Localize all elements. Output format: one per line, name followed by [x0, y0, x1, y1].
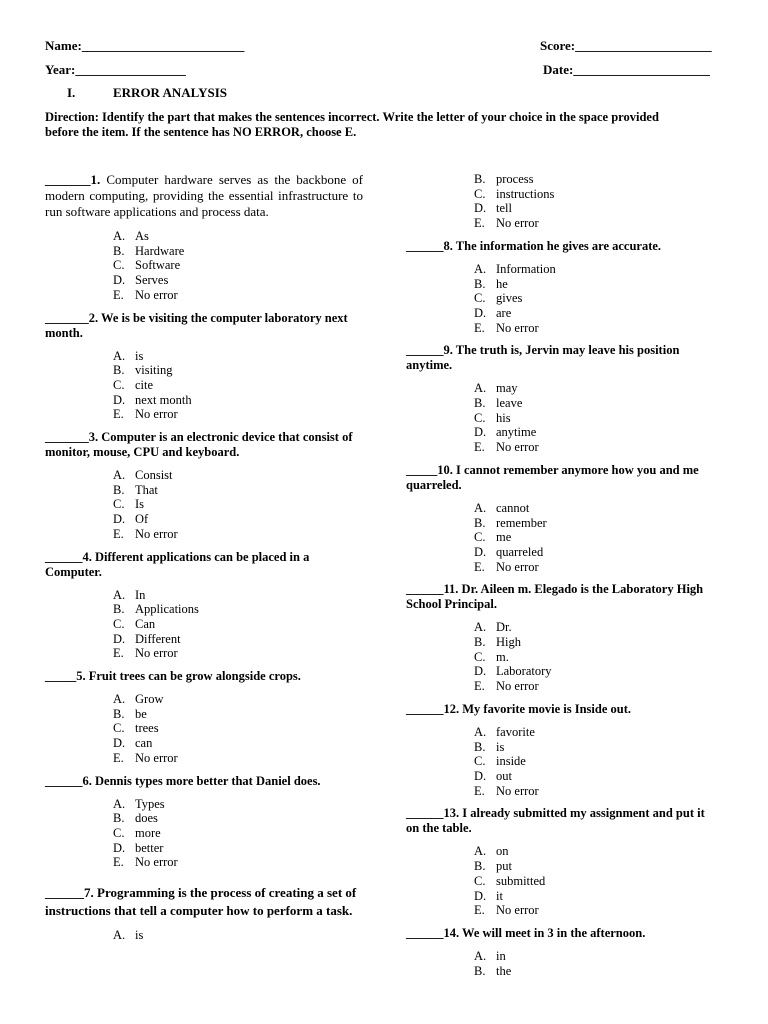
options-list: [113, 928, 363, 943]
options-list: [113, 229, 363, 303]
name-field[interactable]: Name:_________________________: [45, 38, 245, 53]
option-d[interactable]: D. out: [474, 768, 512, 783]
question-7: ______7. Programming is the process of creating a set of instructions that tell a computer how to perform a task.: [45, 885, 357, 919]
option-e[interactable]: E. No error: [474, 679, 539, 694]
option-d[interactable]: D. better: [113, 840, 164, 855]
option-e[interactable]: E. No error: [113, 750, 178, 765]
option-e[interactable]: E. No error: [474, 216, 539, 231]
option-c[interactable]: C. Software: [113, 258, 181, 273]
options-list: [113, 468, 363, 542]
score-field[interactable]: Score:_____________________: [540, 38, 712, 53]
options-list: [113, 797, 363, 871]
option-b[interactable]: B. put: [474, 859, 512, 874]
question-11: ______11. Dr. Aileen m. Elegado is the Laboratory High School Principal.: [406, 582, 704, 612]
option-d[interactable]: D. it: [474, 888, 503, 903]
options-list: [474, 262, 716, 336]
option-d[interactable]: D. tell: [474, 201, 512, 216]
section-number: I.: [67, 85, 76, 100]
options-list: [474, 620, 716, 694]
option-a[interactable]: A. may: [474, 381, 518, 396]
section-title: ERROR ANALYSIS: [113, 85, 228, 100]
option-a[interactable]: A. is: [113, 348, 144, 363]
option-e[interactable]: E. No error: [113, 526, 178, 541]
year-field[interactable]: Year:_________________: [45, 62, 186, 77]
option-a[interactable]: A. in: [474, 948, 506, 963]
options-list: [113, 349, 363, 423]
question-10: _____10. I cannot remember anymore how you and me quarreled.: [406, 462, 699, 492]
question-5: _____5. Fruit trees can be grow alongside crops.: [45, 669, 301, 684]
options-list: [474, 501, 716, 575]
options-list: [113, 692, 363, 766]
option-c[interactable]: C. inside: [474, 754, 526, 769]
option-c[interactable]: C. trees: [113, 721, 159, 736]
right-column: [406, 172, 716, 986]
option-a[interactable]: A. favorite: [474, 724, 535, 739]
options-list: [474, 725, 716, 799]
option-a[interactable]: A. cannot: [474, 500, 530, 515]
question-4: ______4. Different applications can be placed in a Computer.: [45, 549, 310, 579]
option-b[interactable]: B. leave: [474, 396, 523, 411]
option-b[interactable]: B. is: [474, 739, 505, 754]
question-2: _______2. We is be visiting the computer laboratory next month.: [45, 310, 348, 340]
option-b[interactable]: B. process: [474, 172, 534, 186]
option-a[interactable]: A. Information: [474, 261, 556, 276]
option-b[interactable]: B. does: [113, 811, 158, 826]
options-list: [474, 381, 716, 455]
option-e[interactable]: E. No error: [474, 903, 539, 918]
question-8: ______8. The information he gives are accurate.: [406, 238, 662, 253]
option-c[interactable]: C. Is: [113, 497, 145, 512]
option-d[interactable]: D. Laboratory: [474, 664, 552, 679]
option-c[interactable]: C. me: [474, 530, 512, 545]
option-a[interactable]: A. is: [113, 928, 144, 943]
question-13: ______13. I already submitted my assignment and put it on the table.: [406, 806, 705, 836]
option-c[interactable]: C. instructions: [474, 186, 555, 201]
option-b[interactable]: B. be: [113, 706, 147, 721]
option-b[interactable]: B. remember: [474, 515, 547, 530]
option-e[interactable]: E. No error: [113, 646, 178, 661]
option-d[interactable]: D. anytime: [474, 425, 537, 440]
question-9: ______9. The truth is, Jervin may leave his position anytime.: [406, 343, 680, 373]
options-list: [113, 588, 363, 662]
option-d[interactable]: D. can: [113, 736, 153, 751]
question-1: [45, 172, 363, 220]
option-c[interactable]: C. Can: [113, 616, 156, 631]
option-e[interactable]: E. No error: [474, 783, 539, 798]
question-12: ______12. My favorite movie is Inside out.: [406, 701, 631, 716]
date-field[interactable]: Date:_____________________: [543, 62, 710, 77]
option-e[interactable]: E. No error: [474, 440, 539, 455]
direction-text: Direction: Identify the part that makes the sentences incorrect. Write the letter of your choice in the space provided before the item. If the sentence has NO ERROR, choose E.: [45, 110, 659, 139]
options-list: [474, 949, 716, 978]
question-14: ______14. We will meet in 3 in the afternoon.: [406, 925, 646, 940]
option-a[interactable]: A. Consist: [113, 468, 173, 483]
option-b[interactable]: B. visiting: [113, 363, 173, 378]
option-b[interactable]: B. High: [474, 635, 521, 650]
option-b[interactable]: B. the: [474, 963, 512, 978]
option-d[interactable]: D. Serves: [113, 273, 169, 288]
question-6: ______6. Dennis types more better that Daniel does.: [45, 773, 321, 788]
option-a[interactable]: A. Dr.: [474, 620, 512, 635]
option-c[interactable]: C. his: [474, 410, 511, 425]
option-d[interactable]: D. Of: [113, 512, 149, 527]
left-column: [45, 172, 363, 951]
option-e[interactable]: E. No error: [113, 855, 178, 870]
question-number: 1.: [90, 172, 101, 187]
option-a[interactable]: A. Types: [113, 796, 165, 811]
option-c[interactable]: C. gives: [474, 291, 523, 306]
option-c[interactable]: C. cite: [113, 377, 154, 392]
option-d[interactable]: D. Different: [113, 631, 181, 646]
option-e[interactable]: E. No error: [474, 559, 539, 574]
question-text: Computer hardware serves as the backbone of modern computing, providing the essential infrastructure to run software applications and process data.: [45, 172, 364, 219]
option-d[interactable]: D. are: [474, 305, 512, 320]
answer-blank[interactable]: _______: [45, 172, 91, 187]
options-list-continued: [474, 172, 716, 231]
option-a[interactable]: A. Grow: [113, 692, 164, 707]
option-c[interactable]: C. more: [113, 825, 161, 840]
option-e[interactable]: E. No error: [113, 287, 178, 302]
option-b[interactable]: B. Applications: [113, 602, 199, 617]
option-a[interactable]: A. In: [113, 587, 146, 602]
option-c[interactable]: C. submitted: [474, 873, 546, 888]
option-e[interactable]: E. No error: [474, 320, 539, 335]
option-e[interactable]: E. No error: [113, 407, 178, 422]
option-b[interactable]: B. Hardware: [113, 243, 185, 258]
option-d[interactable]: D. quarreled: [474, 544, 544, 559]
option-b[interactable]: B. That: [113, 482, 158, 497]
option-d[interactable]: D. next month: [113, 392, 192, 407]
options-list: [474, 844, 716, 918]
question-3: _______3. Computer is an electronic device that consist of monitor, mouse, CPU and keyboard.: [45, 430, 353, 460]
option-a[interactable]: A. on: [474, 844, 509, 859]
option-a[interactable]: A. As: [113, 229, 149, 243]
option-c[interactable]: C. m.: [474, 649, 509, 664]
option-b[interactable]: B. he: [474, 276, 508, 291]
